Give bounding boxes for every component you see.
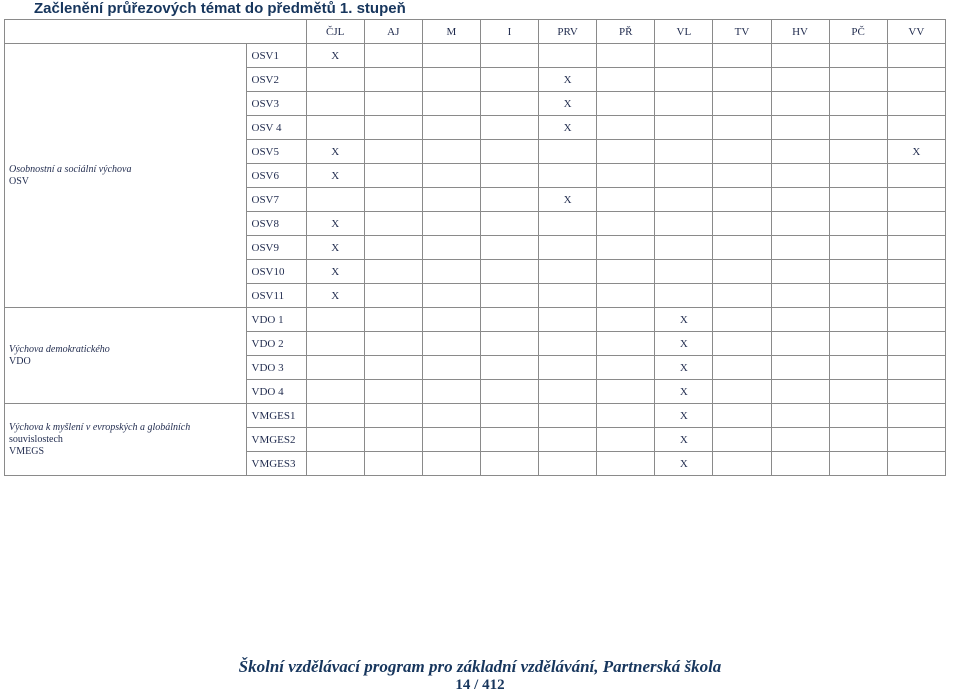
theme-code: VMGES1 bbox=[246, 404, 306, 428]
mark-cell bbox=[829, 308, 887, 332]
theme-area-cell bbox=[5, 44, 247, 308]
mark-cell bbox=[887, 44, 945, 68]
mark-cell bbox=[306, 404, 364, 428]
mark-cell bbox=[887, 428, 945, 452]
mark-cell bbox=[829, 140, 887, 164]
mark-cell bbox=[480, 308, 538, 332]
mark-cell bbox=[713, 404, 771, 428]
subject-header: HV bbox=[771, 20, 829, 44]
table-row bbox=[5, 308, 946, 332]
mark-cell bbox=[422, 332, 480, 356]
theme-area-name: Výchova demokratického bbox=[9, 343, 110, 355]
mark-cell bbox=[539, 212, 597, 236]
mark-cell bbox=[422, 188, 480, 212]
mark-cell bbox=[829, 92, 887, 116]
mark-cell bbox=[771, 260, 829, 284]
mark-cell bbox=[364, 140, 422, 164]
mark-cell bbox=[480, 452, 538, 476]
mark-cell bbox=[829, 284, 887, 308]
mark-cell bbox=[713, 44, 771, 68]
theme-code: VDO 1 bbox=[246, 308, 306, 332]
mark-cell bbox=[887, 188, 945, 212]
mark-cell bbox=[597, 92, 655, 116]
mark-cell: X bbox=[306, 140, 364, 164]
mark-cell bbox=[597, 212, 655, 236]
mark-cell bbox=[480, 140, 538, 164]
page-title: Začlenění průřezových témat do předmětů 1. stupeň bbox=[34, 0, 406, 17]
mark-cell bbox=[364, 164, 422, 188]
table-row bbox=[5, 44, 946, 68]
page-number: 14 / 412 bbox=[455, 677, 505, 693]
subject-header: TV bbox=[713, 20, 771, 44]
theme-code: VMGES3 bbox=[246, 452, 306, 476]
theme-code: OSV 4 bbox=[246, 116, 306, 140]
theme-area-abbr: VDO bbox=[9, 355, 31, 367]
mark-cell bbox=[480, 92, 538, 116]
theme-code: OSV8 bbox=[246, 212, 306, 236]
theme-area-abbr: OSV bbox=[9, 175, 30, 187]
mark-cell bbox=[364, 428, 422, 452]
mark-cell bbox=[655, 68, 713, 92]
mark-cell bbox=[480, 212, 538, 236]
mark-cell: X bbox=[539, 92, 597, 116]
mark-cell bbox=[422, 116, 480, 140]
mark-cell bbox=[771, 236, 829, 260]
mark-cell bbox=[306, 452, 364, 476]
mark-cell bbox=[597, 380, 655, 404]
mark-cell: X bbox=[655, 404, 713, 428]
subject-header: PŘ bbox=[597, 20, 655, 44]
theme-code: VDO 3 bbox=[246, 356, 306, 380]
mark-cell bbox=[539, 308, 597, 332]
theme-code: VMGES2 bbox=[246, 428, 306, 452]
mark-cell: X bbox=[539, 116, 597, 140]
mark-cell: X bbox=[306, 212, 364, 236]
mark-cell bbox=[887, 332, 945, 356]
mark-cell bbox=[539, 452, 597, 476]
mark-cell bbox=[306, 332, 364, 356]
mark-cell bbox=[597, 236, 655, 260]
mark-cell bbox=[829, 260, 887, 284]
mark-cell bbox=[829, 116, 887, 140]
mark-cell bbox=[829, 44, 887, 68]
mark-cell bbox=[422, 92, 480, 116]
mark-cell bbox=[539, 356, 597, 380]
mark-cell: X bbox=[306, 164, 364, 188]
mark-cell: X bbox=[887, 140, 945, 164]
theme-code: OSV7 bbox=[246, 188, 306, 212]
mark-cell bbox=[539, 44, 597, 68]
mark-cell bbox=[771, 332, 829, 356]
subject-header: ČJL bbox=[306, 20, 364, 44]
mark-cell bbox=[306, 188, 364, 212]
mark-cell bbox=[887, 164, 945, 188]
theme-code: VDO 2 bbox=[246, 332, 306, 356]
mark-cell bbox=[713, 380, 771, 404]
mark-cell bbox=[829, 236, 887, 260]
mark-cell bbox=[306, 116, 364, 140]
subject-header: VL bbox=[655, 20, 713, 44]
mark-cell: X bbox=[539, 68, 597, 92]
mark-cell bbox=[771, 212, 829, 236]
mark-cell bbox=[364, 308, 422, 332]
mark-cell bbox=[306, 428, 364, 452]
mark-cell bbox=[364, 380, 422, 404]
mark-cell: X bbox=[655, 428, 713, 452]
mark-cell bbox=[364, 236, 422, 260]
mark-cell bbox=[364, 92, 422, 116]
table-row bbox=[5, 404, 946, 428]
mark-cell bbox=[364, 212, 422, 236]
mark-cell bbox=[771, 284, 829, 308]
mark-cell bbox=[713, 188, 771, 212]
mark-cell bbox=[539, 380, 597, 404]
mark-cell bbox=[480, 116, 538, 140]
mark-cell bbox=[539, 164, 597, 188]
mark-cell bbox=[771, 356, 829, 380]
theme-area-abbr: VMEGS bbox=[9, 445, 45, 457]
mark-cell bbox=[480, 356, 538, 380]
mark-cell bbox=[771, 140, 829, 164]
theme-code: OSV9 bbox=[246, 236, 306, 260]
mark-cell bbox=[306, 68, 364, 92]
mark-cell bbox=[713, 260, 771, 284]
mark-cell bbox=[539, 284, 597, 308]
mark-cell bbox=[597, 332, 655, 356]
mark-cell bbox=[422, 164, 480, 188]
mark-cell bbox=[539, 140, 597, 164]
mark-cell bbox=[771, 188, 829, 212]
mark-cell bbox=[887, 404, 945, 428]
mark-cell bbox=[364, 116, 422, 140]
mark-cell bbox=[480, 260, 538, 284]
mark-cell bbox=[887, 212, 945, 236]
mark-cell bbox=[887, 116, 945, 140]
mark-cell bbox=[480, 404, 538, 428]
mark-cell bbox=[655, 188, 713, 212]
mark-cell bbox=[480, 380, 538, 404]
subject-header: PČ bbox=[829, 20, 887, 44]
mark-cell bbox=[655, 116, 713, 140]
mark-cell bbox=[422, 260, 480, 284]
mark-cell bbox=[655, 92, 713, 116]
mark-cell bbox=[713, 236, 771, 260]
mark-cell bbox=[771, 308, 829, 332]
mark-cell bbox=[771, 68, 829, 92]
theme-area-cell bbox=[5, 308, 247, 404]
theme-code: OSV1 bbox=[246, 44, 306, 68]
mark-cell bbox=[887, 356, 945, 380]
mark-cell bbox=[597, 68, 655, 92]
mark-cell bbox=[480, 44, 538, 68]
mark-cell bbox=[364, 356, 422, 380]
mark-cell bbox=[539, 260, 597, 284]
mark-cell bbox=[655, 236, 713, 260]
cross-curricular-table bbox=[4, 19, 946, 476]
mark-cell bbox=[655, 164, 713, 188]
header-row bbox=[5, 20, 946, 44]
mark-cell bbox=[887, 92, 945, 116]
theme-code: OSV3 bbox=[246, 92, 306, 116]
mark-cell: X bbox=[655, 332, 713, 356]
mark-cell bbox=[422, 44, 480, 68]
mark-cell bbox=[771, 164, 829, 188]
mark-cell bbox=[480, 236, 538, 260]
mark-cell bbox=[887, 260, 945, 284]
mark-cell bbox=[306, 308, 364, 332]
mark-cell bbox=[364, 68, 422, 92]
subject-header: M bbox=[422, 20, 480, 44]
mark-cell bbox=[713, 332, 771, 356]
mark-cell bbox=[480, 164, 538, 188]
mark-cell: X bbox=[306, 236, 364, 260]
mark-cell: X bbox=[306, 44, 364, 68]
mark-cell bbox=[539, 332, 597, 356]
mark-cell bbox=[829, 68, 887, 92]
theme-area-name: Osobnostní a sociální výchova bbox=[9, 163, 132, 175]
mark-cell bbox=[480, 428, 538, 452]
mark-cell bbox=[713, 284, 771, 308]
mark-cell bbox=[422, 428, 480, 452]
mark-cell: X bbox=[655, 308, 713, 332]
mark-cell bbox=[713, 308, 771, 332]
mark-cell bbox=[422, 68, 480, 92]
mark-cell bbox=[713, 68, 771, 92]
mark-cell bbox=[887, 68, 945, 92]
mark-cell bbox=[539, 236, 597, 260]
mark-cell bbox=[597, 116, 655, 140]
mark-cell bbox=[887, 308, 945, 332]
mark-cell bbox=[422, 380, 480, 404]
mark-cell: X bbox=[655, 452, 713, 476]
mark-cell bbox=[597, 428, 655, 452]
mark-cell bbox=[829, 452, 887, 476]
mark-cell bbox=[655, 260, 713, 284]
mark-cell bbox=[771, 380, 829, 404]
mark-cell bbox=[422, 212, 480, 236]
mark-cell bbox=[771, 452, 829, 476]
mark-cell: X bbox=[655, 356, 713, 380]
mark-cell bbox=[364, 332, 422, 356]
mark-cell bbox=[771, 428, 829, 452]
mark-cell bbox=[306, 356, 364, 380]
mark-cell bbox=[539, 428, 597, 452]
mark-cell bbox=[422, 284, 480, 308]
mark-cell bbox=[887, 284, 945, 308]
mark-cell bbox=[422, 356, 480, 380]
mark-cell bbox=[655, 44, 713, 68]
mark-cell: X bbox=[539, 188, 597, 212]
mark-cell bbox=[713, 116, 771, 140]
mark-cell bbox=[771, 44, 829, 68]
theme-code: OSV5 bbox=[246, 140, 306, 164]
mark-cell bbox=[771, 404, 829, 428]
mark-cell bbox=[480, 188, 538, 212]
mark-cell bbox=[887, 452, 945, 476]
mark-cell bbox=[771, 92, 829, 116]
mark-cell bbox=[829, 356, 887, 380]
mark-cell bbox=[713, 452, 771, 476]
mark-cell bbox=[597, 284, 655, 308]
mark-cell bbox=[597, 404, 655, 428]
mark-cell bbox=[597, 44, 655, 68]
mark-cell bbox=[422, 140, 480, 164]
theme-code: OSV2 bbox=[246, 68, 306, 92]
mark-cell bbox=[597, 140, 655, 164]
mark-cell bbox=[887, 236, 945, 260]
mark-cell bbox=[480, 332, 538, 356]
mark-cell bbox=[829, 404, 887, 428]
mark-cell bbox=[422, 404, 480, 428]
mark-cell: X bbox=[655, 380, 713, 404]
mark-cell bbox=[829, 332, 887, 356]
mark-cell bbox=[771, 116, 829, 140]
subject-header: VV bbox=[887, 20, 945, 44]
mark-cell bbox=[480, 284, 538, 308]
mark-cell bbox=[306, 380, 364, 404]
mark-cell bbox=[597, 260, 655, 284]
mark-cell bbox=[597, 164, 655, 188]
mark-cell bbox=[713, 92, 771, 116]
mark-cell bbox=[422, 308, 480, 332]
mark-cell bbox=[829, 380, 887, 404]
mark-cell bbox=[829, 428, 887, 452]
mark-cell bbox=[829, 188, 887, 212]
mark-cell bbox=[597, 188, 655, 212]
mark-cell: X bbox=[306, 284, 364, 308]
theme-code: OSV10 bbox=[246, 260, 306, 284]
subject-header: I bbox=[480, 20, 538, 44]
mark-cell bbox=[597, 452, 655, 476]
mark-cell bbox=[422, 452, 480, 476]
mark-cell bbox=[655, 212, 713, 236]
theme-code: VDO 4 bbox=[246, 380, 306, 404]
mark-cell: X bbox=[306, 260, 364, 284]
mark-cell bbox=[364, 260, 422, 284]
mark-cell bbox=[480, 68, 538, 92]
theme-code: OSV6 bbox=[246, 164, 306, 188]
mark-cell bbox=[829, 164, 887, 188]
subject-header: AJ bbox=[364, 20, 422, 44]
footer-title: Školní vzdělávací program pro základní vzdělávání, Partnerská škola bbox=[238, 657, 722, 676]
mark-cell bbox=[713, 212, 771, 236]
mark-cell bbox=[364, 188, 422, 212]
mark-cell bbox=[364, 44, 422, 68]
mark-cell bbox=[364, 452, 422, 476]
mark-cell bbox=[364, 404, 422, 428]
mark-cell bbox=[655, 140, 713, 164]
theme-area-name: Výchova k myšlení v evropských a globálních bbox=[9, 421, 191, 433]
theme-area-name-cont: souvislostech bbox=[9, 433, 63, 445]
mark-cell bbox=[655, 284, 713, 308]
mark-cell bbox=[713, 140, 771, 164]
mark-cell bbox=[597, 308, 655, 332]
mark-cell bbox=[713, 356, 771, 380]
mark-cell bbox=[364, 284, 422, 308]
mark-cell bbox=[539, 404, 597, 428]
theme-code: OSV11 bbox=[246, 284, 306, 308]
mark-cell bbox=[597, 356, 655, 380]
theme-area-cell bbox=[5, 404, 247, 476]
mark-cell bbox=[713, 164, 771, 188]
subject-header: PRV bbox=[539, 20, 597, 44]
mark-cell bbox=[713, 428, 771, 452]
mark-cell bbox=[422, 236, 480, 260]
mark-cell bbox=[887, 380, 945, 404]
mark-cell bbox=[306, 92, 364, 116]
mark-cell bbox=[829, 212, 887, 236]
header-blank-cell bbox=[5, 20, 307, 44]
